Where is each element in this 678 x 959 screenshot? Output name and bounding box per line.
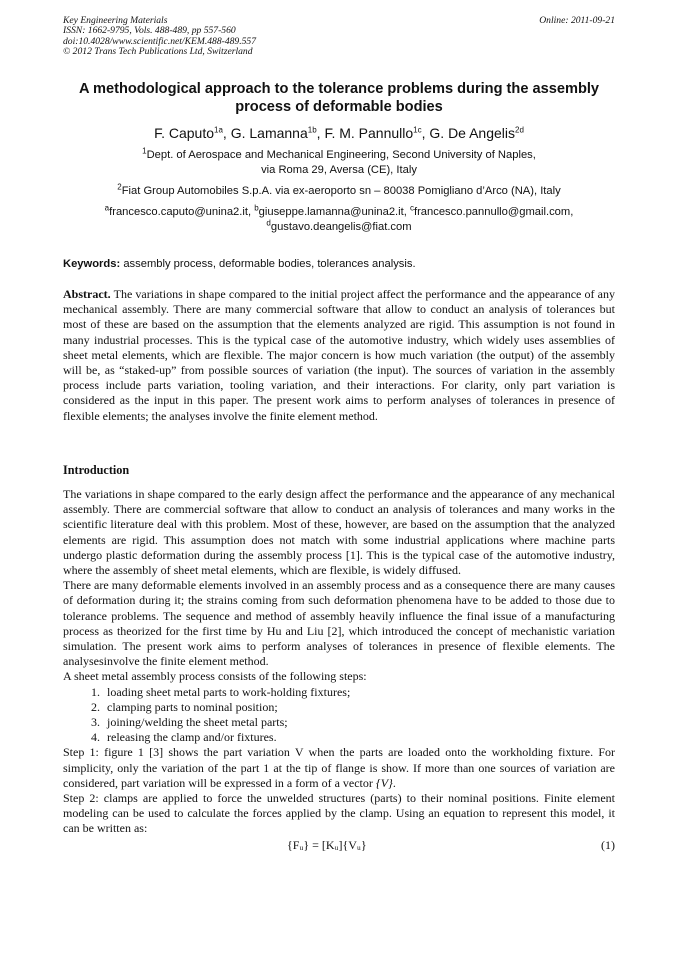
step-2-paragraph: Step 2: clamps are applied to force the unwelded structures (parts) to their nominal positions. Finite element modeling can be used to calculate the forces applied by the clamp. Using an equation to represent this model, it can be written as: (63, 791, 615, 836)
introduction-body (63, 487, 615, 854)
assembly-steps-list (63, 685, 615, 746)
abstract-label: Abstract. (63, 287, 111, 301)
author: G. Lamanna$^{1b}$ (230, 125, 317, 141)
intro-paragraph-3: A sheet metal assembly process consists of the following steps: (63, 669, 367, 684)
online-date: Online: 2011-09-21 (539, 15, 615, 26)
copyright-line: © 2012 Trans Tech Publications Ltd, Switzerland (63, 46, 253, 58)
keywords-label: Keywords: (63, 258, 121, 270)
email-link[interactable]: $^c$francesco.pannullo@gmail.com (409, 203, 571, 218)
paper-title: A methodological approach to the tolerance problems during the assembly process of deformable bodies (78, 81, 600, 115)
section-heading-introduction: Introduction (63, 463, 130, 477)
author-list: F. Caputo$^{1a}$, G. Lamanna$^{1b}$, F. M. Pannullo$^{1c}$, G. De Angelis$^{2d}$ (154, 125, 524, 141)
keywords (63, 257, 615, 272)
author: F. M. Pannullo$^{1c}$ (324, 125, 422, 141)
author: G. De Angelis$^{2d}$ (429, 125, 524, 141)
email-link[interactable]: $^a$francesco.caputo@unina2.it (104, 203, 248, 218)
author-emails: $^a$francesco.caputo@unina2.it, $^b$giuseppe.lamanna@unina2.it, $^c$francesco.pannullo@gmail.com, $^d$gustavo.deangelis@fiat.com (104, 203, 574, 233)
equation-number: (1) (601, 837, 615, 852)
equation-1 (63, 838, 615, 854)
journal-name: Key Engineering Materials (63, 15, 168, 26)
issn-line: ISSN: 1662-9795, Vols. 488-489, pp 557-560 (63, 25, 236, 37)
step-1-paragraph: Step 1: figure 1 [3] shows the part variation V when the parts are loaded onto the workholding fixture. For simplicity, only the variation of the part 1 at the tip of flange is show. If more than one sources of variation are considered, part variation will be expressed in a form of a vector {V}. (63, 745, 615, 790)
abstract (63, 287, 615, 424)
equation-body: {Fᵤ} = [Kᵤ]{Vᵤ} (287, 837, 367, 852)
list-item: 3. joining/welding the sheet metal parts; (103, 715, 615, 730)
abstract-text: The variations in shape compared to the initial project affect the performance and the appearance of any mechanical assembly. There are many commercial software that allow to conduct an analysis of tolerances but most of these are based on the assumption that the elements analyzed are rigid. This assumption is not found in many industrial processes. This is the typical case of the automotive industry, which widely uses assemblies of sheet metal elements, which are flexible. The major concern is how much variation (the output) of the assembly will be, as “staked-up” from possible sources of variation (the input). The sources of variation in the assembly process include parts variation, tooling variation, and their interactions. For clarity, only part variation is considered as the input in this paper. The present work aims to perform analyses of tolerances in presence of flexible elements; the analyses involve the finite element method. (63, 287, 615, 423)
intro-paragraph-1: The variations in shape compared to the early design affect the performance and the appearance of any mechanical assembly. There are commercial software that allow to conduct an analysis of tolerances and many works in the scientific literature deal with this problem. Most of these, however, are based on the assumption that the analyzed elements are rigid. This assumption does not match with some industrial applications where machine parts undergo plastic deformation during the assembly process [1]. This is the typical case of the automotive industry, where the assembly of sheet metal elements, which are flexible, is widely diffused. (63, 487, 615, 578)
list-item: 2. clamping parts to nominal position; (103, 700, 615, 715)
list-item: 1. loading sheet metal parts to work-holding fixtures; (103, 685, 615, 700)
affiliation-2: $^2$Fiat Group Automobiles S.p.A. via ex-aeroporto sn – 80038 Pomigliano d’Arco (NA), Italy (117, 182, 561, 197)
doi-line[interactable]: doi:10.4028/www.scientific.net/KEM.488-489.557 (63, 35, 257, 47)
email-link[interactable]: $^d$gustavo.deangelis@fiat.com (266, 218, 412, 233)
affiliation-1: $^1$Dept. of Aerospace and Mechanical Engineering, Second University of Naples, via Roma 29, Aversa (CE), Italy (142, 146, 536, 176)
author: F. Caputo$^{1a}$ (154, 125, 223, 141)
journal-header (63, 16, 615, 58)
intro-paragraph-2: There are many deformable elements involved in an assembly process and as a consequence there are many causes of deformation during it; the strains coming from such deformation phenomena have to be added to those due to tolerance problems. The sequence and method of assembly heavily influence the final issue of a manufacturing process as theorized for the first time by Hu and Liu [2], which introduced the concept of mechanistic variation simulation. The present work aims to perform analyses of tolerances in presence of flexible elements. The analysesinvolve the finite element method. (63, 578, 615, 669)
email-link[interactable]: $^b$giuseppe.lamanna@unina2.it (254, 203, 404, 218)
list-item: 4. releasing the clamp and/or fixtures. (103, 730, 615, 745)
keywords-text: assembly process, deformable bodies, tolerances analysis. (123, 258, 416, 270)
